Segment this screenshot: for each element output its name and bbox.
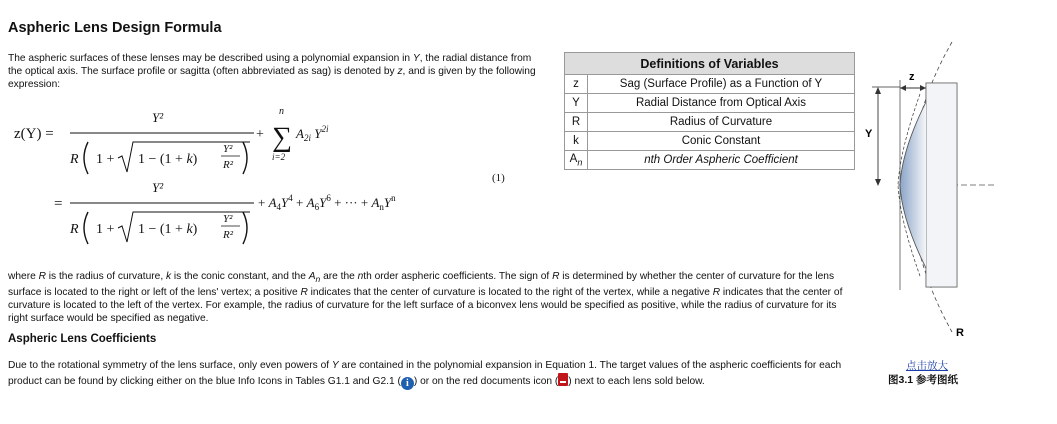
definitions-table [564,52,855,170]
var-r: R [38,271,46,282]
svg-text:R²: R² [223,229,234,241]
intro-text-1: The aspheric surfaces of these lenses may be described using a polynomial expansion in [8,53,413,64]
var-k: k [165,271,172,282]
section-heading: Aspheric Lens Coefficients [8,333,157,345]
intro-var-y: Y [412,53,420,64]
definition-cell: Radial Distance from Optical Axis [588,94,855,113]
svg-text:+ A4Y4 + A6Y6 + ··· + AnYn: + $A_4Y^4 + A_6Y^6$ + ··· + $A_nY^n$ [258,193,396,212]
definition-cell: nth Order Aspheric Coefficient [588,151,855,170]
explain-text: where [8,271,39,282]
equation-numerator-2: Y² [152,180,164,195]
explain-text: are the [320,271,358,282]
sum-symbol: ∑ [272,122,292,153]
figure-caption: 图3.1 参考图纸 [888,374,959,386]
symbol-cell: $A_n$ [565,151,588,170]
explain-text: is determined by whether the center of curvature for the lens surface is located to the right or left of the lens' vertex; a positive [8,271,835,299]
coefficients-paragraph [8,359,848,390]
svg-text:=: = [54,196,63,212]
intro-text-3: , and is given by the following expression: [8,66,536,90]
svg-text:R²: R² [223,159,234,171]
coef-text: are contained in the polynomial expansion in Equation 1. The target values of the aspheric coefficients for each product can be found by clicking either on the blue Info Icons in Tables G1.1 and G2.1 ( [8,360,842,387]
explain-text: th order aspheric coefficients. The sign of [363,271,553,282]
intro-paragraph [8,52,548,91]
explain-text: is the conic constant, and the [171,271,309,282]
var-n-sub: n [315,274,321,285]
sum-top: n [279,106,284,117]
var-r: R [552,271,560,282]
svg-text:1 − (1 + k): 1 − (1 + k) [138,152,198,167]
sum-bottom: i=2 [272,152,286,162]
coef-text: ) or on the red documents icon ( [413,376,559,387]
explanation-paragraph [8,270,853,325]
label-y: Y [865,128,873,140]
svg-text:1 +: 1 + [96,152,115,167]
equation-numerator-1: Y² [152,110,164,125]
equation-number: (1) [492,172,505,184]
definition-cell: Sag (Surface Profile) as a Function of Y [588,75,855,94]
symbol-cell: Y [565,94,588,113]
svg-text:+: + [256,127,264,142]
table-row [565,94,855,113]
coef-text: Due to the rotational symmetry of the lens surface, only even powers of [8,360,332,371]
intro-text-2: , the radial distance from the optical axis. The surface profile or sagitta (often abbreviated as sag) is denoted by [8,53,532,77]
symbol-cell: z [565,75,588,94]
symbol-cell: R [565,113,588,132]
var-n: n [357,271,364,282]
enlarge-link[interactable]: 点击放大 [906,360,948,372]
svg-text:R: R [70,222,79,237]
table-row [565,132,855,151]
explain-text: is the radius of curvature, [45,271,166,282]
equation-lhs: z(Y) = [14,126,54,142]
svg-text:Y²: Y² [223,143,233,155]
label-r: R [956,327,964,339]
coef-text: ) next to each lens sold below. [568,376,705,387]
table-row [565,75,855,94]
intro-var-z: z [397,66,403,77]
svg-text:1 +: 1 + [96,222,115,237]
explain-text: indicates that the center of curvature is located to the left of the vertex. For example, the radius of curvature for the left surface of a biconvex lens would be specified as positive, while the radius of curvature for its right surface would be specified as negative. [8,287,843,325]
var-y: Y [331,360,339,371]
page-title: Aspheric Lens Design Formula [8,20,222,36]
table-row [565,113,855,132]
aspheric-equation [0,100,480,250]
var-r: R [300,287,308,299]
document-icon[interactable] [558,373,568,386]
definition-cell: Radius of Curvature [588,113,855,132]
var-r: R [712,287,721,299]
table-header: Definitions of Variables [565,53,855,75]
symbol-cell: k [565,132,588,151]
label-z: z [909,71,915,83]
svg-text:R: R [70,152,79,167]
explain-text: indicates that the center of curvature is located to the right of the vertex, while a negative [307,287,713,299]
var-a: A [308,271,316,282]
svg-text:A2i Y2i: $A_{2i}$ $Y^{2i}$ [296,124,329,143]
definition-cell: Conic Constant [588,132,855,151]
lens-diagram [860,40,1057,340]
table-row [565,151,855,170]
info-icon[interactable]: i [401,377,414,390]
svg-text:Y²: Y² [223,213,233,225]
svg-text:1 − (1 + k): 1 − (1 + k) [138,222,198,237]
